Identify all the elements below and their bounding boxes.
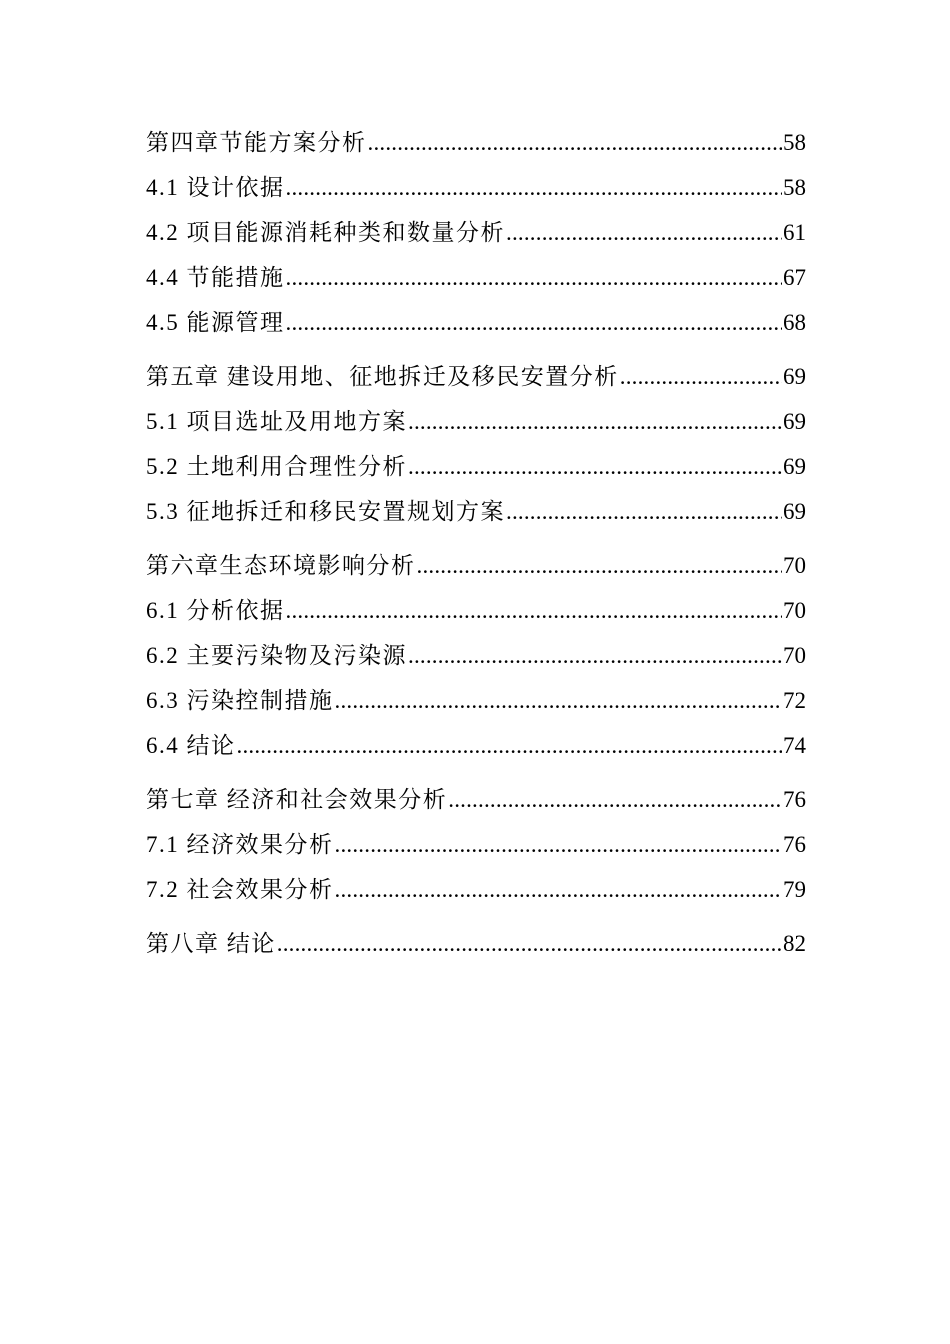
toc-dot-leader [286, 588, 783, 633]
toc-entry-title: 4.1 设计依据 [146, 175, 285, 200]
toc-dot-leader [408, 633, 782, 678]
toc-section-entry[interactable] [146, 444, 806, 489]
toc-section-entry[interactable] [146, 678, 806, 723]
toc-page-number: 70 [783, 643, 806, 668]
toc-page-number: 72 [783, 688, 806, 713]
toc-chapter-entry[interactable] [146, 354, 806, 399]
toc-page-number: 74 [783, 733, 806, 758]
toc-dot-leader [237, 723, 783, 768]
toc-page-number: 69 [783, 454, 806, 479]
toc-chapter-entry[interactable] [146, 777, 806, 822]
toc-entry-title: 4.5 能源管理 [146, 310, 285, 335]
toc-page-number: 58 [783, 130, 806, 155]
toc-section-entry[interactable] [146, 399, 806, 444]
toc-dot-leader [408, 399, 782, 444]
toc-section-entry[interactable] [146, 822, 806, 867]
toc-dot-leader [506, 489, 782, 534]
toc-section-entry[interactable] [146, 867, 806, 912]
toc-page-number: 70 [783, 598, 806, 623]
toc-entry-title: 6.3 污染控制措施 [146, 688, 334, 713]
toc-dot-leader [335, 822, 783, 867]
toc-section-entry[interactable] [146, 165, 806, 210]
toc-page-number: 76 [783, 787, 806, 812]
toc-entry-title: 6.2 主要污染物及污染源 [146, 643, 407, 668]
table-of-contents [146, 120, 806, 966]
toc-dot-leader [286, 300, 783, 345]
toc-page-number: 69 [783, 364, 806, 389]
toc-entry-title: 7.2 社会效果分析 [146, 877, 334, 902]
toc-section-entry[interactable] [146, 588, 806, 633]
toc-dot-leader [506, 210, 782, 255]
toc-page-number: 69 [783, 409, 806, 434]
toc-section-entry[interactable] [146, 723, 806, 768]
toc-section-entry[interactable] [146, 300, 806, 345]
toc-dot-leader [620, 354, 782, 399]
toc-section-entry[interactable] [146, 489, 806, 534]
toc-chapter-entry[interactable] [146, 120, 806, 165]
toc-entry-title: 5.2 土地利用合理性分析 [146, 454, 407, 479]
toc-entry-title: 4.4 节能措施 [146, 265, 285, 290]
toc-page-number: 68 [783, 310, 806, 335]
toc-entry-title: 第七章 经济和社会效果分析 [146, 787, 448, 812]
toc-dot-leader [417, 543, 783, 588]
toc-entry-title: 第六章生态环境影响分析 [146, 553, 416, 578]
toc-dot-leader [335, 678, 783, 723]
toc-dot-leader [286, 255, 783, 300]
toc-page-number: 82 [783, 931, 806, 956]
toc-dot-leader [335, 867, 783, 912]
toc-chapter-entry[interactable] [146, 543, 806, 588]
toc-dot-leader [277, 921, 782, 966]
toc-entry-title: 6.1 分析依据 [146, 598, 285, 623]
toc-page-number: 76 [783, 832, 806, 857]
toc-entry-title: 4.2 项目能源消耗种类和数量分析 [146, 220, 505, 245]
toc-entry-title: 第五章 建设用地、征地拆迁及移民安置分析 [146, 364, 619, 389]
toc-entry-title: 第八章 结论 [146, 931, 276, 956]
toc-page-number: 79 [783, 877, 806, 902]
toc-dot-leader [368, 120, 783, 165]
toc-dot-leader [408, 444, 782, 489]
toc-page-number: 61 [783, 220, 806, 245]
toc-page-number: 70 [783, 553, 806, 578]
toc-section-entry[interactable] [146, 633, 806, 678]
toc-entry-title: 5.3 征地拆迁和移民安置规划方案 [146, 499, 505, 524]
toc-entry-title: 6.4 结论 [146, 733, 236, 758]
toc-entry-title: 7.1 经济效果分析 [146, 832, 334, 857]
toc-entry-title: 第四章节能方案分析 [146, 130, 367, 155]
toc-chapter-entry[interactable] [146, 921, 806, 966]
toc-section-entry[interactable] [146, 255, 806, 300]
toc-entry-title: 5.1 项目选址及用地方案 [146, 409, 407, 434]
toc-dot-leader [286, 165, 783, 210]
toc-dot-leader [448, 777, 782, 822]
toc-page-number: 58 [783, 175, 806, 200]
toc-section-entry[interactable] [146, 210, 806, 255]
toc-page-number: 69 [783, 499, 806, 524]
toc-page-number: 67 [783, 265, 806, 290]
